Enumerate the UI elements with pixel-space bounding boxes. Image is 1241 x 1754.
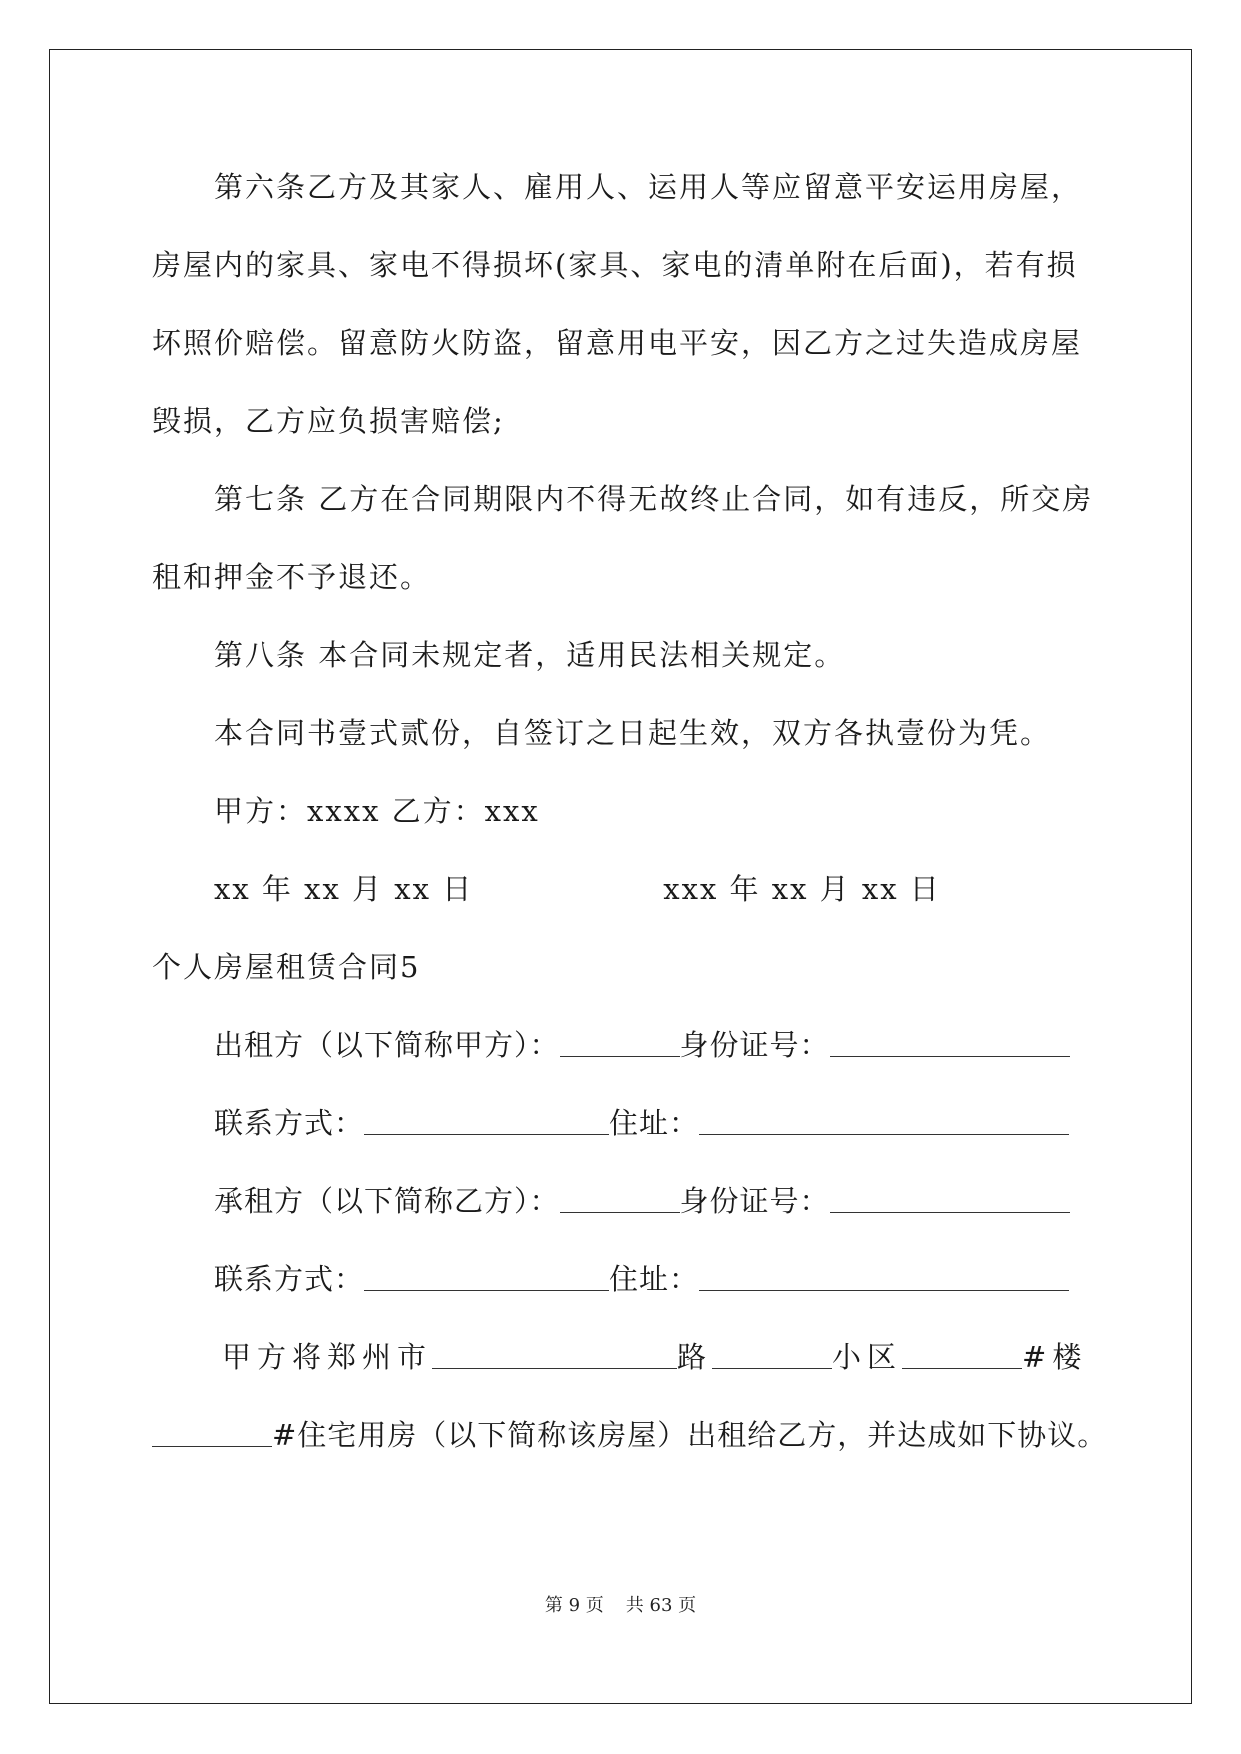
unit-line: [152, 1411, 1108, 1489]
article-6-line-1: 第六条乙方及其家人、雇用人、运用人等应留意平安运用房屋，: [214, 170, 1083, 204]
article-8: 第八条 本合同未规定者，适用民法相关规定。: [214, 638, 846, 672]
unit-text: #住宅用房（以下简称该房屋）出租给乙方，并达成如下协议。: [272, 1418, 1108, 1452]
page-footer: [0, 1591, 1241, 1617]
article-6-line-2: 房屋内的家具、家电不得损坏(家具、家电的清单附在后面)，若有损: [152, 248, 1078, 282]
lessee-id-blank: [830, 1182, 1070, 1213]
community-blank: [712, 1338, 832, 1369]
article-6-line-4: 毁损，乙方应负损害赔偿;: [152, 404, 505, 438]
unit-blank: [152, 1416, 272, 1447]
lessor-address-label: 住址：: [609, 1106, 700, 1140]
road-label: 路: [677, 1340, 713, 1374]
lessor-id-label: 身份证号：: [679, 1028, 830, 1062]
page-total: 共 63 页: [625, 1595, 697, 1616]
article-7-line-1: 第七条 乙方在合同期限内不得无故终止合同，如有违反，所交房: [214, 482, 1094, 516]
article-6-line-3: 坏照价赔偿。留意防火防盗，留意用电平安，因乙方之过失造成房屋: [152, 326, 1083, 360]
property-intro: 甲方将郑州市: [222, 1340, 433, 1374]
date-party-a: xx 年 xx 月 xx 日: [214, 872, 474, 906]
lessee-contact-line: [152, 1255, 1092, 1333]
lessor-line: [152, 1021, 1092, 1099]
date-line: [152, 865, 1092, 943]
document-body: [152, 163, 1108, 1489]
lessee-name-blank: [560, 1182, 680, 1213]
lessee-contact-label: 联系方式：: [214, 1262, 365, 1296]
signature-line: 甲方：xxxx 乙方：xxx: [214, 794, 540, 828]
community-label: 小区: [832, 1340, 903, 1374]
lessee-label: 承租方（以下简称乙方）：: [214, 1184, 560, 1218]
lessor-name-blank: [560, 1026, 680, 1057]
lessor-id-blank: [830, 1026, 1070, 1057]
lessee-contact-blank: [364, 1260, 609, 1291]
property-line: [152, 1333, 1092, 1411]
lessee-address-label: 住址：: [609, 1262, 700, 1296]
road-blank: [432, 1338, 677, 1369]
lessor-contact-label: 联系方式：: [214, 1106, 365, 1140]
lessor-contact-line: [152, 1099, 1092, 1177]
contract-5-title: 个人房屋租赁合同5: [152, 950, 421, 984]
building-label: #楼: [1022, 1340, 1088, 1374]
date-party-b: xxx 年 xx 月 xx 日: [663, 872, 941, 906]
page-number: 第 9 页: [544, 1595, 604, 1616]
lessee-id-label: 身份证号：: [679, 1184, 830, 1218]
building-blank: [902, 1338, 1022, 1369]
lessor-contact-blank: [364, 1104, 609, 1135]
lessee-address-blank: [699, 1260, 1069, 1291]
lessee-line: [152, 1177, 1092, 1255]
copies-clause: 本合同书壹式贰份，自签订之日起生效，双方各执壹份为凭。: [214, 716, 1052, 750]
lessor-label: 出租方（以下简称甲方）：: [214, 1028, 560, 1062]
article-7-line-2: 租和押金不予退还。: [152, 560, 432, 594]
lessor-address-blank: [699, 1104, 1069, 1135]
